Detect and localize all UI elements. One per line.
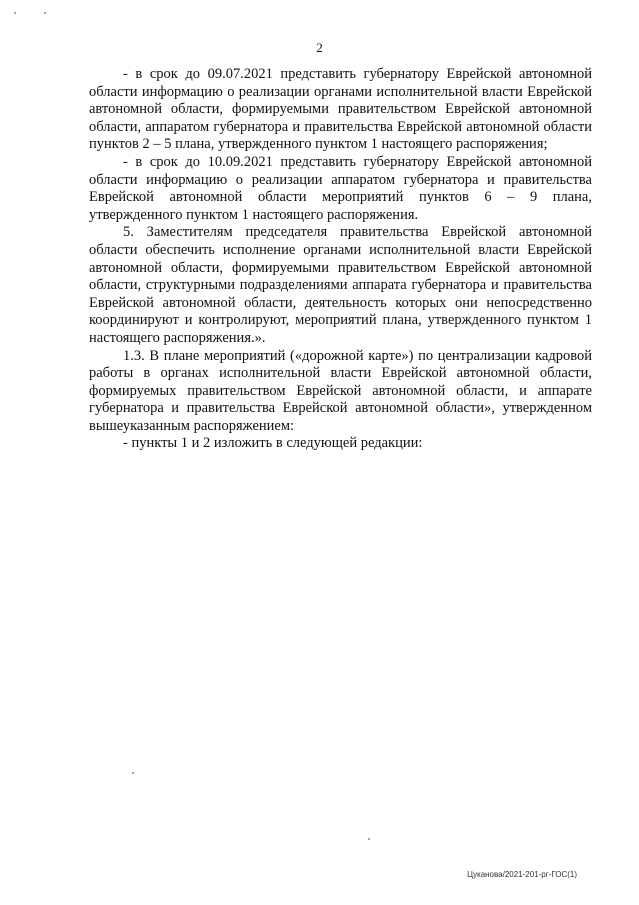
scan-speck <box>368 838 370 840</box>
paragraph-deadline-september: - в срок до 10.09.2021 представить губернатору Еврейской автономной области информацию о реализации аппаратом губернатора и правительства Еврейской автономной области мероприятий пунктов 6 – 9 плана, утвержденного пунктом 1 настоящего распоряжения. <box>89 153 592 223</box>
scan-speck <box>14 12 16 14</box>
scan-speck <box>44 12 46 14</box>
paragraph-items-1-2: - пункты 1 и 2 изложить в следующей редакции: <box>123 435 423 452</box>
document-body <box>89 66 592 453</box>
page-number: 2 <box>316 40 323 55</box>
document-footer-code: Цуканова/2021-201-рг-ГОС(1) <box>467 870 577 879</box>
paragraph-point-1-3: 1.3. В плане мероприятий («дорожной карте») по централизации кадровой работы в органах исполнительной власти Еврейской автономной области, формируемых правительством Еврейской автономной области, и аппарате губернатора и правительства Еврейской автономной области», утвержденном вышеуказанным распоряжением: <box>89 347 592 434</box>
scan-speck <box>132 772 134 774</box>
paragraph-deadline-july: - в срок до 09.07.2021 представить губернатору Еврейской автономной области информацию о реализации органами исполнительной власти Еврейской автономной области, формируемыми правительством Еврейской автономной области, аппаратом губернатора и правительства Еврейской автономной области пунктов 2 – 5 плана, утвержденного пунктом 1 настоящего распоряжения; <box>89 66 592 153</box>
paragraph-point-5: 5. Заместителям председателя правительства Еврейской автономной области обеспечить исполнение органами исполнительной власти Еврейской автономной области, формируемыми правительством Еврейской автономной области, структурными подразделениями аппарата губернатора и правительства Еврейской автономной области, деятельность которых они непосредственно координируют и контролируют, мероприятий плана, утвержденного пунктом 1 настоящего распоряжения.». <box>89 224 592 346</box>
